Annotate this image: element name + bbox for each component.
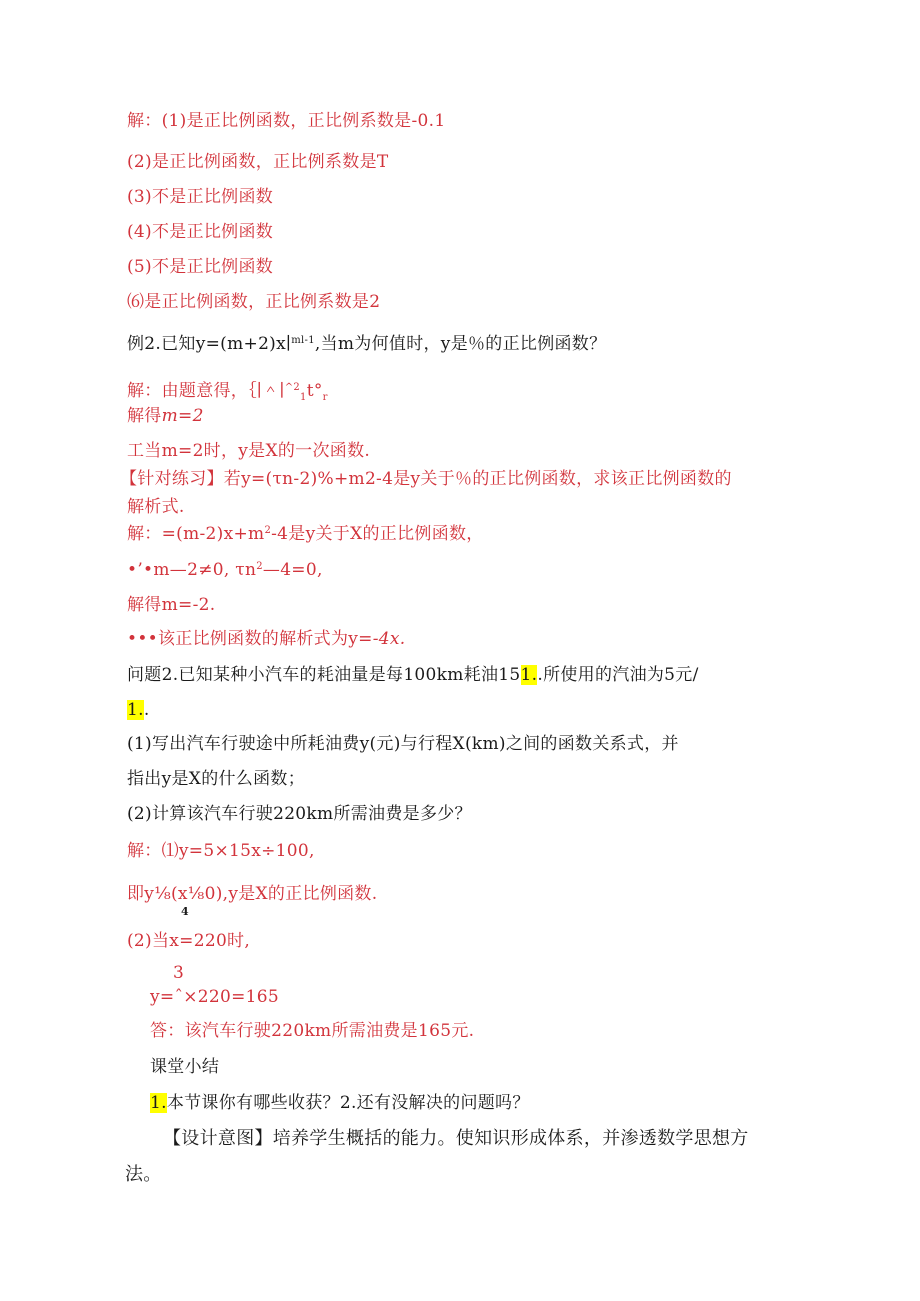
practice-conclusion: •••该正比例函数的解析式为y=-4x. [127, 629, 406, 649]
solution-line-5: (5)不是正比例函数 [127, 257, 274, 277]
fraction-denominator: 4 [181, 905, 189, 918]
summary-questions: 1.本节课你有哪些收获？2.还有没解决的问题吗？ [150, 1093, 530, 1113]
solution-line-4: (4)不是正比例函数 [127, 222, 274, 242]
summary-title: 课堂小结 [150, 1057, 220, 1077]
problem-2-solution-1: 解：⑴y=5×15x÷100, [127, 841, 315, 861]
practice-question-line-1: 【针对练习】若y=(τn-2)%+m2-4是y关于％的正比例函数，求该正比例函数的 [120, 469, 732, 489]
practice-question-line-2: 解析式. [127, 497, 185, 517]
problem-2-solution-2: 即y⅛(x⅛0),y是X的正比例函数. [127, 884, 378, 904]
solution-line-1: 解：(1)是正比例函数，正比例系数是-0.1 [127, 111, 446, 131]
problem-2-line-2: 1.. [127, 700, 150, 720]
design-intent-line-2: 法。 [125, 1164, 162, 1185]
problem-2-answer: 答：该汽车行驶220km所需油费是165元. [150, 1021, 475, 1041]
practice-solution: 解：$=(m-2)x+m^2-4$是y关于X的正比例函数， [127, 524, 484, 544]
problem-2-solution-3: (2)当x=220时, [127, 931, 251, 951]
problem-2-calculation: y=ˆ×220=165 [150, 987, 280, 1007]
design-intent-line-1: 【设计意图】培养学生概括的能力。使知识形成体系，并渗透数学思想方 [163, 1128, 749, 1149]
problem-2-part-1-cont: 指出y是X的什么函数； [127, 769, 306, 789]
fraction-numerator: 3 [173, 963, 185, 983]
solution-line-6: ⑹是正比例函数，正比例系数是2 [127, 292, 381, 312]
solution-line-2: (2)是正比例函数，正比例系数是T [127, 152, 389, 172]
problem-2-line-1: 问题2.已知某种小汽车的耗油量是每100km耗油151..所使用的汽油为5元/ [127, 665, 699, 685]
example-2-solved: 解得m=2 [127, 406, 204, 426]
problem-2-part-2: (2)计算该汽车行驶220km所需油费是多少？ [127, 804, 472, 824]
example-2-question: 例2.已知y=(m+2)x∣$^{ml-1}$,当m为何值时，y是％的正比例函数？ [127, 334, 607, 354]
practice-condition: •’•m—2≠0, $\tau n^2—4=0$, [127, 560, 323, 580]
example-2-solution: 解：由题意得，$\{∣\^{}∣^{\^{}2}_1t^\circ_r$ [127, 381, 328, 403]
solution-line-3: (3)不是正比例函数 [127, 187, 274, 207]
practice-solved: 解得m=-2. [127, 595, 216, 615]
problem-2-part-1: (1)写出汽车行驶途中所耗油费y(元)与行程X(km)之间的函数关系式，并 [127, 734, 679, 754]
example-2-conclusion: 工当m=2时，y是X的一次函数. [127, 441, 371, 461]
